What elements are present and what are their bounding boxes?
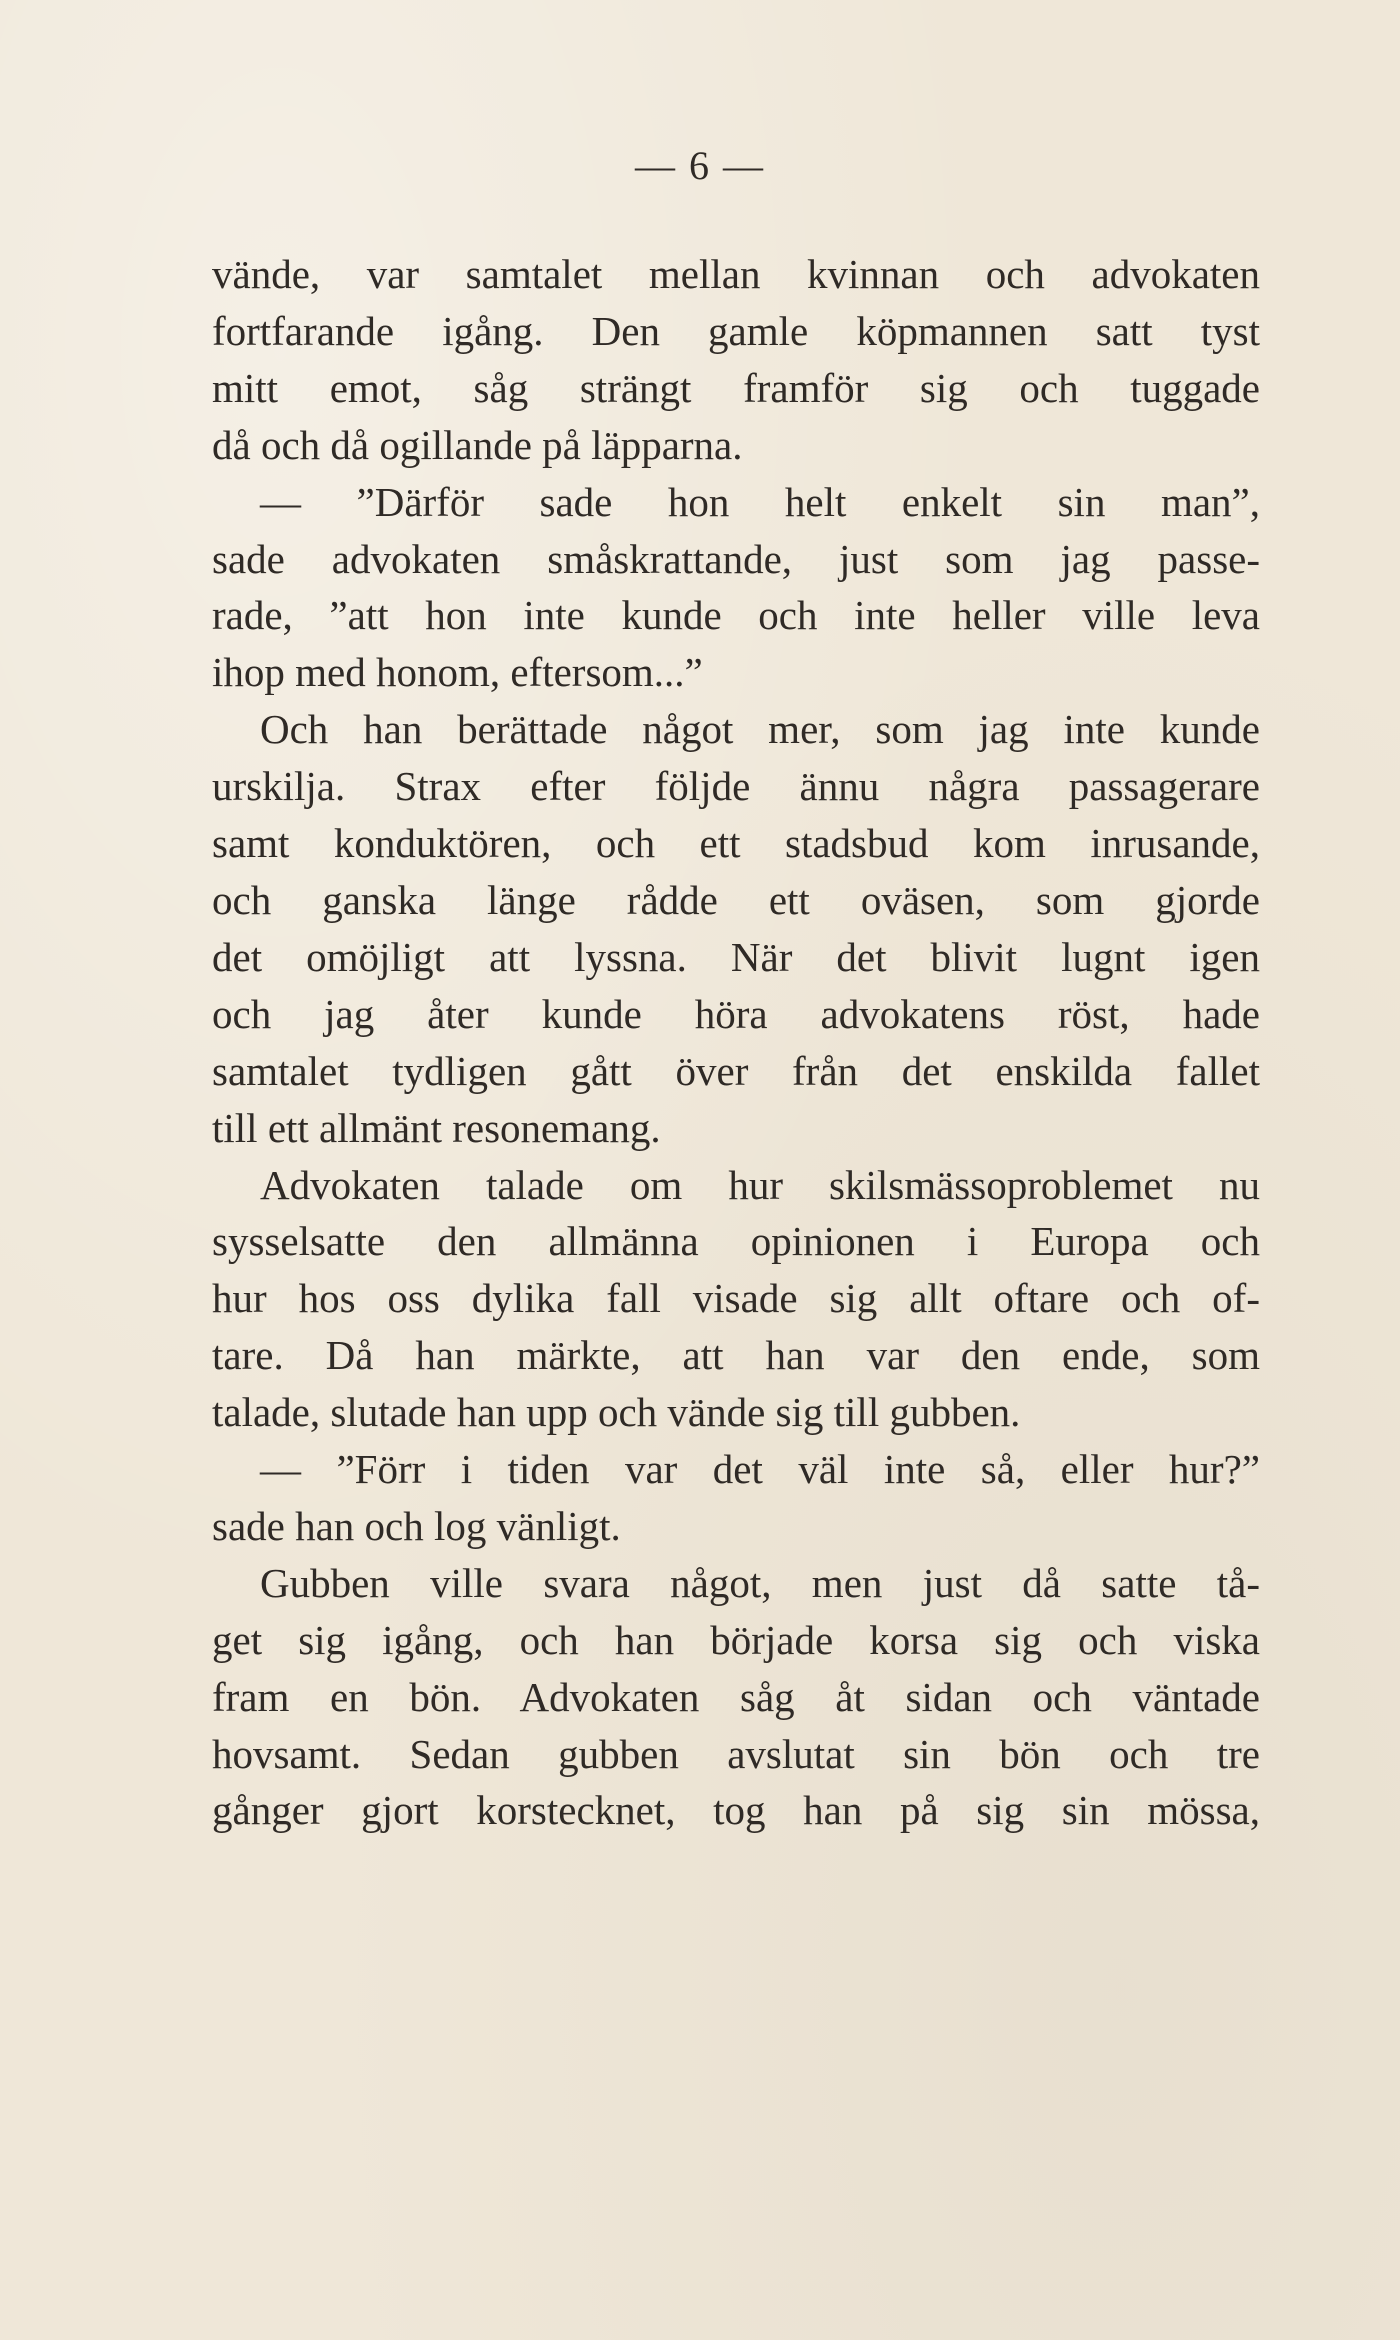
text-line: och ganska länge rådde ett oväsen, som gjorde bbox=[212, 876, 1260, 923]
text-line: till ett allmänt resonemang. bbox=[212, 1104, 661, 1151]
text-line: mitt emot, såg strängt framför sig och tuggade bbox=[212, 364, 1260, 411]
text-line: fram en bön. Advokaten såg åt sidan och väntade bbox=[212, 1673, 1260, 1720]
page-number: — 6 — bbox=[635, 143, 765, 188]
text-line: hur hos oss dylika fall visade sig allt oftare och of- bbox=[212, 1275, 1260, 1322]
text-line: och jag åter kunde höra advokatens röst, hade bbox=[212, 990, 1260, 1037]
text-line: Gubben ville svara något, men just då satte tå- bbox=[260, 1559, 1260, 1606]
text-line: gånger gjort korstecknet, tog han på sig sin mössa, bbox=[212, 1787, 1260, 1834]
text-line: sade han och log vänligt. bbox=[212, 1502, 621, 1549]
body-text bbox=[212, 246, 1260, 1839]
text-line: — ”Förr i tiden var det väl inte så, eller hur?” bbox=[260, 1446, 1260, 1493]
text-line: rade, ”att hon inte kunde och inte heller ville leva bbox=[212, 592, 1260, 639]
text-line: get sig igång, och han började korsa sig och viska bbox=[212, 1616, 1260, 1663]
text-line: — ”Därför sade hon helt enkelt sin man”, bbox=[260, 478, 1260, 525]
text-line: talade, slutade han upp och vände sig till gubben. bbox=[212, 1389, 1021, 1436]
text-line: Advokaten talade om hur skilsmässoproblemet nu bbox=[260, 1161, 1260, 1208]
text-line: då och då ogillande på läpparna. bbox=[212, 421, 743, 468]
text-line: fortfarande igång. Den gamle köpmannen satt tyst bbox=[212, 307, 1260, 354]
text-line: hovsamt. Sedan gubben avslutat sin bön och tre bbox=[212, 1730, 1260, 1777]
text-line: Och han berättade något mer, som jag inte kunde bbox=[260, 706, 1260, 753]
text-line: ihop med honom, eftersom...” bbox=[212, 649, 703, 696]
text-line: tare. Då han märkte, att han var den ende, som bbox=[212, 1332, 1260, 1379]
text-line: samtalet tydligen gått över från det enskilda fallet bbox=[212, 1047, 1260, 1094]
text-line: urskilja. Strax efter följde ännu några passagerare bbox=[212, 763, 1260, 810]
text-line: sysselsatte den allmänna opinionen i Europa och bbox=[212, 1218, 1260, 1265]
text-line: vände, var samtalet mellan kvinnan och advokaten bbox=[212, 251, 1260, 297]
text-line: samt konduktören, och ett stadsbud kom inrusande, bbox=[212, 820, 1260, 867]
text-line: sade advokaten småskrattande, just som jag passe- bbox=[212, 535, 1260, 582]
text-line: det omöjligt att lyssna. När det blivit lugnt igen bbox=[212, 933, 1260, 980]
